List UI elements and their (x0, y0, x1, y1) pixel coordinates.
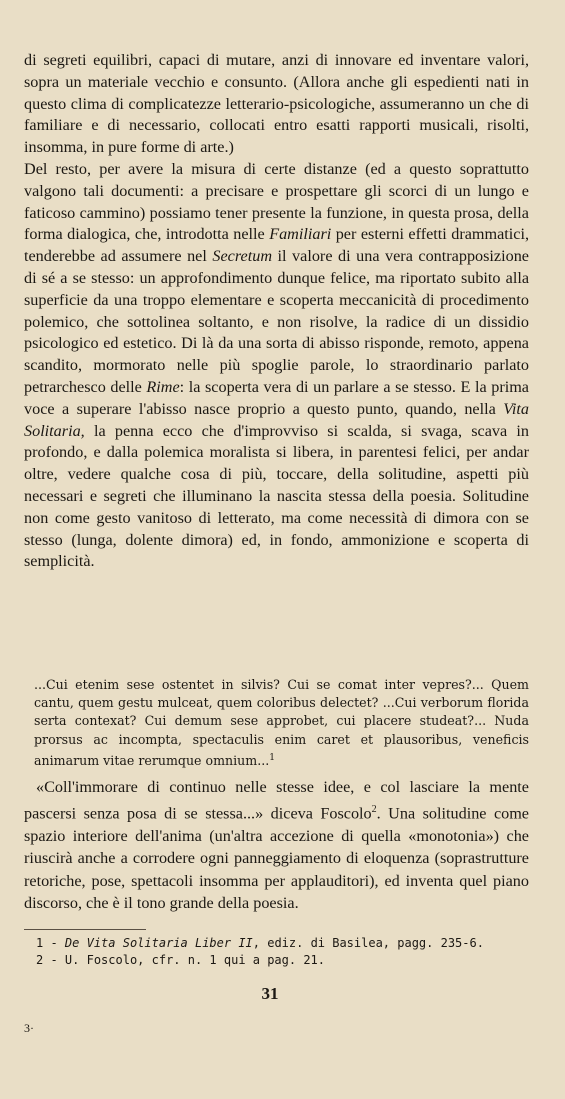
para3-text-a: «Coll'immorare di continuo nelle stesse idee, e col lasciare la mente pascersi senza posa di se stessa...» diceva Foscolo (24, 778, 529, 822)
title-vita-solitaria: Vita Solitaria, (24, 399, 529, 440)
footnote-text: , ediz. di Basilea, pagg. 235-6. (252, 936, 484, 950)
footnote-2 (36, 952, 516, 969)
para3-footnote-ref: 2 (371, 803, 377, 815)
footnote-divider (24, 929, 146, 930)
para2-text-e: la penna ecco che d'improvviso si scalda, si svaga, scava in profondo, e dalla polemica moralista si libera, in parentesi felici, per andar oltre, vedere qualche cosa di più, toccare, della solitudine, aspetti più necessari e segreti che illuminano la nascita stessa della poesia. Solitudine non come gesto vanitoso di letterato, ma come necessità di dimora con se stesso (lunga, dolente dimora) ed, in fondo, ammonizione e scoperta di semplicità. (24, 421, 529, 571)
quote-footnote-ref: 1 (269, 752, 275, 763)
closing-text (24, 776, 529, 915)
paragraph-3 (24, 776, 529, 915)
footnote-dash: - (43, 953, 65, 967)
main-text (24, 50, 529, 573)
para2-text-d: : la scoperta vera di un parlare a se stesso. E la prima voce a superare l'abisso nasce proprio a questo punto, quando, nella (24, 377, 529, 418)
para2-text-c: il valore di una vera contrapposizione di sé a se stesso: un approfondimento dunque felice, ma riportato subito alla superficie da una troppo elementare e scoperta meccanicità di procedimento polemico, che sottolinea soltanto, e non risolve, la radice di un dissidio psicologico ed estetico. Di là da una sorta di abisso risponde, remoto, appena scandito, mormorato nelle più spoglie parole, lo straordinario parlato petrarchesco delle (24, 247, 529, 396)
footnotes (36, 935, 516, 969)
footnote-1 (36, 935, 516, 952)
paragraph-1: di segreti equilibri, capaci di mutare, anzi di innovare ed inventare valori, sopra un materiale vecchio e consunto. (Allora anche gli espedienti nati in questo clima di complicatezze letterario-psicologiche, assumeranno un che di familiare e di necessario, collocati entro esatti rapporti musicali, risolti, insomma, in pure forme di arte.) (24, 51, 529, 157)
paragraph-2 (24, 159, 529, 573)
footnote-text: U. Foscolo, cfr. n. 1 qui a pag. 21. (64, 953, 326, 967)
title-secretum: Secretum (212, 247, 273, 266)
para2-text-a: Del resto, per avere la misura di certe distanze (ed a questo soprattutto valgono tali documenti: a precisare e prospettare gli scorci di un lungo e faticoso cammino) possiamo tener presente la funzione, in questa prosa, della forma dialogica, che, introdotta nelle (24, 159, 529, 244)
latin-quotation (34, 676, 529, 770)
footnote-number: 2 (36, 953, 44, 967)
title-familiari: Familiari (269, 225, 332, 244)
page-number: 31 (261, 984, 279, 1003)
signature-mark: 3· (24, 1021, 34, 1035)
title-rime: Rime (146, 377, 180, 396)
para3-text-b: . Una solitudine come spazio interiore dell'anima (un'altra accezione di quella «monotonia») che riuscirà anche a corrodere ogni panneggiamento di eloquenza (soprastrutture retoriche, pose, spettacoli insomma per applauditori), ed inventa quel piano discorso, che è il tono grande della poesia. (24, 803, 529, 913)
footnote-title: De Vita Solitaria Liber II (64, 936, 253, 950)
footnote-number: 1 (36, 936, 44, 950)
footnote-dash: - (43, 936, 65, 950)
para2-text-b: per esterni effetti drammatici, tenderebbe ad assumere nel (24, 225, 529, 266)
quote-text: ...Cui etenim sese ostentet in silvis? Cui se comat inter vepres?... Quem cantu, quem gestu mulceat, quem coloribus delectet? ...Cui verborum florida serta contexat? Cui demum sese approbet, cui placere studeat?... Nuda prorsus ac incompta, spectaculis enim caret et plausoribus, veneficis animarum vitae rerumque omnium... (34, 677, 529, 768)
